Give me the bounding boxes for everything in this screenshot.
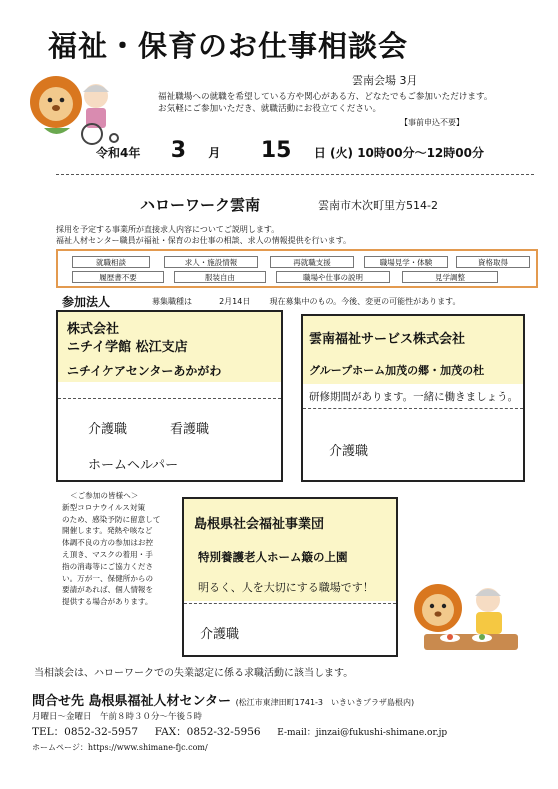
email-address: E-mail：jinzai@fukushi-shimane.or.jp bbox=[277, 728, 448, 738]
apply-note: 【事前申込不要】 bbox=[400, 118, 464, 127]
date-day: 15 bbox=[260, 138, 292, 163]
event-date bbox=[96, 138, 484, 163]
date-era: 令和4年 bbox=[96, 146, 141, 160]
contact-address: (松江市東津田町1741-3 いきいきプラザ島根内) bbox=[235, 698, 415, 707]
company-message: 明るく、人を大切にする職場です！ bbox=[198, 581, 374, 594]
company-card-nichii bbox=[56, 310, 283, 482]
recruit-note bbox=[152, 296, 461, 307]
facility-name: 特別養護老人ホーム簸の上園 bbox=[198, 550, 348, 564]
date-month: 3 bbox=[170, 138, 187, 163]
contact-label: 問合せ先 bbox=[32, 694, 85, 709]
page-title: 福祉・保育のお仕事相談会 bbox=[48, 29, 409, 63]
tag-item: 職場見学・体験 bbox=[364, 256, 448, 268]
caution-title: ＜ご参加の皆様へ＞ bbox=[70, 491, 139, 500]
tel-number: TEL：0852-32-5957 bbox=[32, 726, 139, 738]
caution-line: のため、感染予防に留意して bbox=[62, 514, 161, 524]
company-message: 研修期間があります。一緒に働きましょう。 bbox=[309, 391, 519, 403]
contact-org: 島根県福祉人材センター bbox=[88, 694, 232, 709]
contact-numbers bbox=[32, 724, 447, 739]
card-divider bbox=[303, 408, 523, 409]
divider bbox=[56, 174, 534, 175]
recruit-label: 募集職種は bbox=[152, 297, 192, 306]
venue-label: 雲南会場 3月 bbox=[352, 74, 418, 87]
company-card-unnan bbox=[301, 314, 525, 482]
caution-line: 開催します。発熱や咳など bbox=[62, 526, 153, 536]
tag-item: 資格取得 bbox=[456, 256, 530, 268]
feature-tags bbox=[56, 249, 538, 288]
note-line: 採用を予定する事業所が直接求人内容についてご説明します。 bbox=[56, 225, 280, 234]
caution-line: 指の消毒等にご協力くださ bbox=[62, 561, 154, 571]
fax-number: FAX：0852-32-5956 bbox=[154, 726, 261, 738]
intro-text bbox=[158, 91, 492, 115]
event-time: 10時00分～12時00分 bbox=[357, 146, 484, 160]
job-item: ホームヘルパー bbox=[88, 458, 179, 473]
company-name: 雲南福祉サービス株式会社 bbox=[309, 332, 466, 347]
tag-item: 服装自由 bbox=[174, 271, 266, 283]
caution-line: え頂き、マスクの着用・手 bbox=[62, 549, 153, 559]
caution-line: 要請があれば、個人情報を bbox=[62, 585, 154, 595]
homepage-url: ホームページ：https://www.shimane-fjc.com/ bbox=[32, 743, 208, 752]
date-month-unit: 月 bbox=[208, 146, 221, 160]
lion-mascot-with-elderly-meal-icon bbox=[404, 578, 524, 660]
recruit-remark: 現在募集中のもの。今後、変更の可能性があります。 bbox=[269, 297, 461, 306]
card-divider bbox=[184, 603, 396, 604]
participants-heading: 参加法人 bbox=[62, 295, 111, 309]
tag-item: 再就職支援 bbox=[270, 256, 354, 268]
note-line: 福祉人材センター職員が福祉・保育のお仕事の相談、求人の情報提供を行います。 bbox=[56, 236, 352, 245]
location-note bbox=[56, 224, 351, 246]
caution-note bbox=[62, 490, 178, 608]
facility-name: グループホーム加茂の郷・加茂の杜 bbox=[309, 364, 485, 377]
caution-line: い。万が一、保健所からの bbox=[62, 573, 154, 583]
intro-line: 福祉職場への就職を希望している方や関心がある方、どなたでもご参加いただけます。 bbox=[158, 92, 493, 102]
tag-item: 職場や仕事の説明 bbox=[276, 271, 390, 283]
office-hours: 月曜日～金曜日 午前８時３０分～午後５時 bbox=[32, 712, 203, 722]
company-name: 島根県社会福祉事業団 bbox=[194, 517, 325, 532]
tag-item: 就職相談 bbox=[72, 256, 150, 268]
facility-name: ニチイケアセンターあかがわ bbox=[67, 364, 222, 378]
contact-line bbox=[32, 690, 414, 709]
lion-mascot-with-elderly-wheelchair-icon bbox=[26, 66, 126, 146]
company-card-shimane bbox=[182, 497, 398, 657]
tag-item: 履歴書不要 bbox=[72, 271, 164, 283]
location-address: 雲南市木次町里方514-2 bbox=[318, 199, 438, 212]
tag-item: 求人・施設情報 bbox=[164, 256, 258, 268]
caution-line: 新型コロナウイルス対策 bbox=[62, 502, 146, 512]
job-item: 看護職 bbox=[170, 422, 210, 437]
date-day-unit: 日 bbox=[313, 146, 326, 160]
footer-note: 当相談会は、ハローワークでの失業認定に係る求職活動に該当します。 bbox=[34, 668, 354, 679]
company-branch: ニチイ学館 松江支店 bbox=[67, 340, 188, 355]
job-item: 介護職 bbox=[329, 444, 369, 459]
company-name: 株式会社 bbox=[67, 322, 120, 337]
job-item: 介護職 bbox=[88, 422, 128, 437]
card-divider bbox=[58, 398, 281, 399]
caution-line: 体調不良の方の参加はお控 bbox=[62, 538, 154, 548]
caution-line: 提供する場合があります。 bbox=[62, 597, 153, 607]
job-item: 介護職 bbox=[200, 627, 240, 642]
location-name: ハローワーク雲南 bbox=[140, 196, 261, 214]
date-weekday: (火) bbox=[330, 146, 353, 160]
tag-item: 見学調整 bbox=[402, 271, 498, 283]
intro-line: お気軽にご参加いただき、就職活動にお役立てください。 bbox=[158, 104, 382, 114]
recruit-date: 2月14日 bbox=[219, 297, 251, 306]
